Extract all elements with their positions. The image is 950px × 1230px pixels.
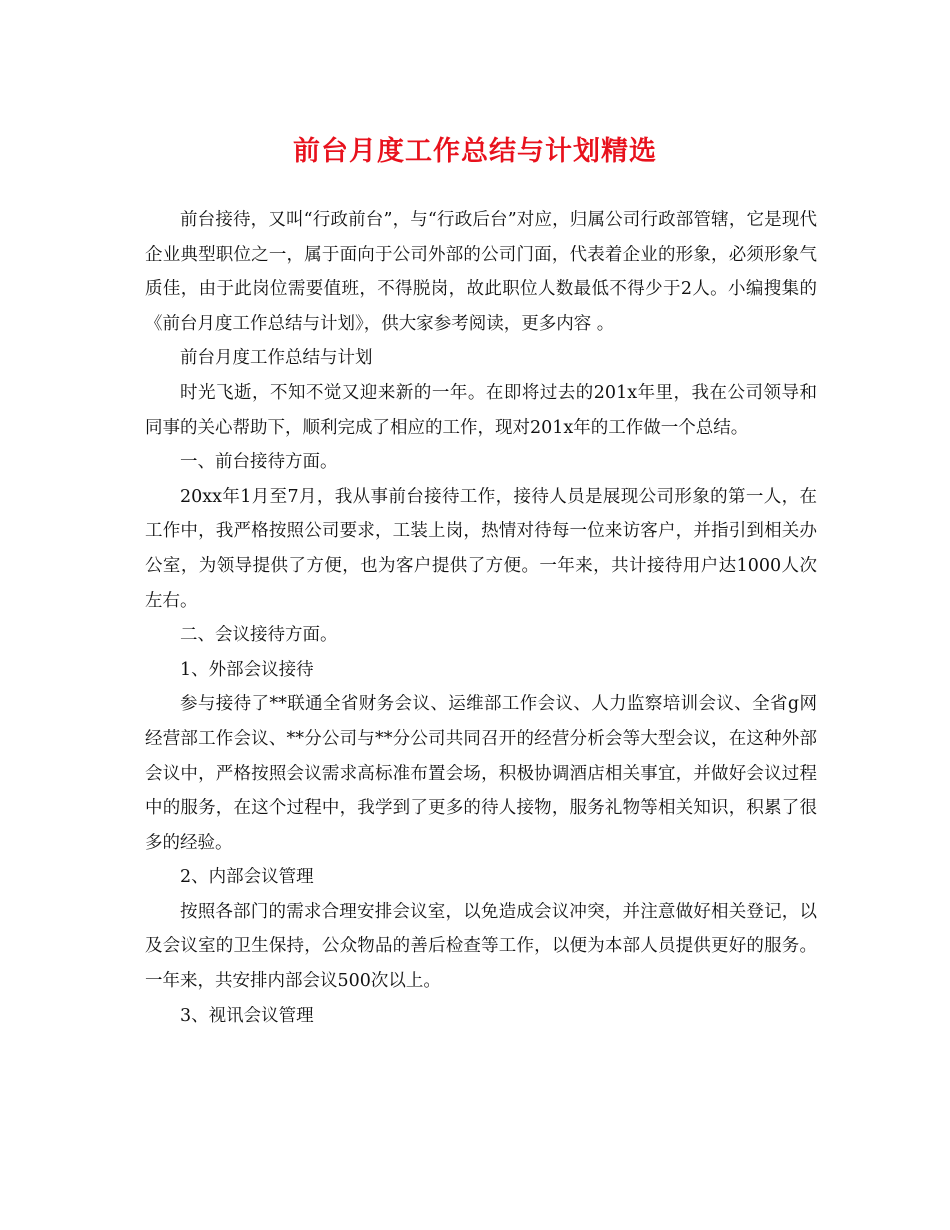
section-heading-reception: 一、前台接待方面。 bbox=[180, 452, 338, 473]
subsection-heading-external: 1、外部会议接待 bbox=[180, 659, 314, 680]
paragraph-opening: 时光飞逝，不知不觉又迎来新的一年。在即将过去的201x年里，我在公司领导和同事的关心帮助下，顺利完成了相应的工作，现对201x年的工作做一个总结。 bbox=[145, 382, 817, 438]
paragraph-intro: 前台接待，又叫“行政前台”，与“行政后台”对应，归属公司行政部管辖，它是现代企业典型职位之一，属于面向于公司外部的公司门面，代表着企业的形象，必须形象气质佳，由于此岗位需要值班，不得脱岗，故此职位人数最低不得少于2人。小编搜集的《前台月度工作总结与计划》，供大家参考阅读，更多内容 。 bbox=[145, 210, 817, 334]
paragraph-subtitle: 前台月度工作总结与计划 bbox=[180, 348, 373, 369]
paragraph-reception: 20xx年1月至7月，我从事前台接待工作，接待人员是展现公司形象的第一人，在工作中，我严格按照公司要求，工装上岗，热情对待每一位来访客户，并指引到相关办公室，为领导提供了方便，也为客户提供了方便。一年来，共计接待用户达1000人次左右。 bbox=[145, 486, 817, 611]
paragraph-internal-meetings: 按照各部门的需求合理安排会议室，以免造成会议冲突，并注意做好相关登记，以及会议室的卫生保持，公众物品的善后检查等工作，以便为本部人员提供更好的服务。一年来，共安排内部会议500次以上。 bbox=[145, 901, 817, 992]
section-heading-meetings: 二、会议接待方面。 bbox=[180, 625, 338, 646]
document-title: 前台月度工作总结与计划精选 bbox=[293, 136, 657, 167]
subsection-heading-video: 3、视讯会议管理 bbox=[180, 1005, 314, 1026]
paragraph-external-meetings: 参与接待了**联通全省财务会议、运维部工作会议、人力监察培训会议、全省g网经营部工作会议、**分公司与**分公司共同召开的经营分析会等大型会议，在这种外部会议中，严格按照会议需求高标准布置会场，积极协调酒店相关事宜，并做好会议过程中的服务，在这个过程中，我学到了更多的待人接物，服务礼物等相关知识，积累了很多的经验。 bbox=[145, 694, 817, 853]
document-body bbox=[145, 203, 817, 1033]
subsection-heading-internal: 2、内部会议管理 bbox=[180, 867, 314, 888]
